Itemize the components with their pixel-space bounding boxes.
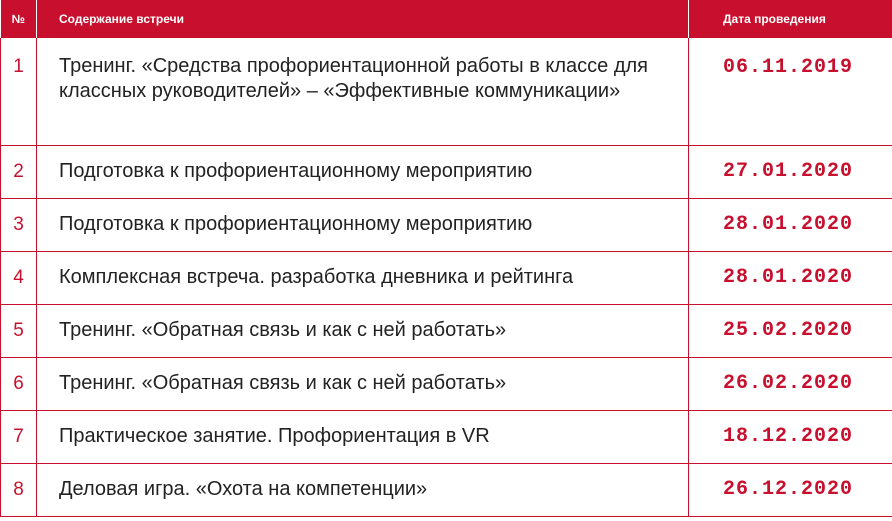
- table-row: [1, 251, 892, 304]
- row-description: Подготовка к профориентационному мероприятию: [37, 145, 689, 198]
- row-description: Подготовка к профориентационному мероприятию: [37, 198, 689, 251]
- row-number: 2: [1, 145, 37, 198]
- row-date: 26.02.2020: [689, 357, 892, 410]
- table-row: [1, 304, 892, 357]
- table-body: [1, 38, 892, 516]
- row-date: 27.01.2020: [689, 145, 892, 198]
- row-date: 26.12.2020: [689, 463, 892, 516]
- row-description: Тренинг. «Обратная связь и как с ней работать»: [37, 357, 689, 410]
- table-row: [1, 357, 892, 410]
- row-number: 1: [1, 38, 37, 145]
- row-description: Тренинг. «Средства профориентационной работы в классе для классных руководителей» – «Эффективные коммуникации»: [37, 38, 689, 145]
- row-number: 4: [1, 251, 37, 304]
- row-number: 7: [1, 410, 37, 463]
- table-row: [1, 410, 892, 463]
- table-row: [1, 463, 892, 516]
- row-number: 5: [1, 304, 37, 357]
- row-description: Деловая игра. «Охота на компетенции»: [37, 463, 689, 516]
- row-description: Тренинг. «Обратная связь и как с ней работать»: [37, 304, 689, 357]
- row-date: 28.01.2020: [689, 251, 892, 304]
- row-date: 18.12.2020: [689, 410, 892, 463]
- table-row: [1, 198, 892, 251]
- row-description: Комплексная встреча. разработка дневника и рейтинга: [37, 251, 689, 304]
- row-number: 8: [1, 463, 37, 516]
- row-date: 28.01.2020: [689, 198, 892, 251]
- table-header: [1, 0, 892, 38]
- row-date: 25.02.2020: [689, 304, 892, 357]
- row-number: 6: [1, 357, 37, 410]
- row-date: 06.11.2019: [689, 38, 892, 145]
- row-description: Практическое занятие. Профориентация в VR: [37, 410, 689, 463]
- table-row: [1, 145, 892, 198]
- header-row: [1, 0, 892, 38]
- row-number: 3: [1, 198, 37, 251]
- header-number: №: [11, 12, 25, 26]
- table-row: [1, 38, 892, 145]
- header-date: Дата проведения: [689, 0, 892, 38]
- header-description: Содержание встречи: [37, 0, 689, 38]
